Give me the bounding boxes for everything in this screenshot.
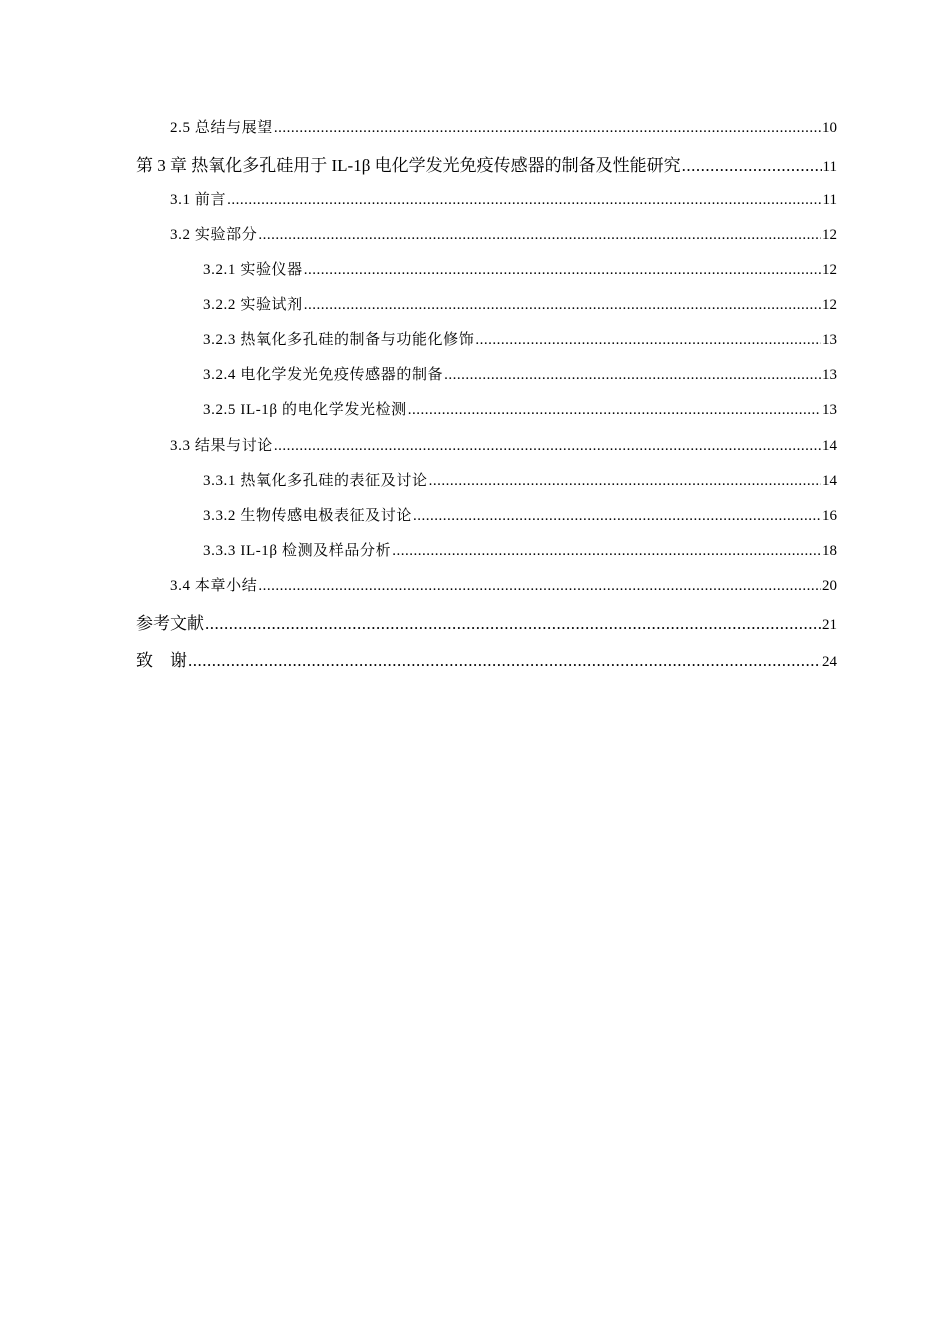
toc-entry-label: 第 3 章 热氧化多孔硅用于 IL-1β 电化学发光免疫传感器的制备及性能研究: [136, 156, 681, 175]
toc-entry-chapter-3[interactable]: [136, 151, 837, 176]
toc-entry-page: 14: [822, 438, 837, 454]
dot-leader: [258, 579, 821, 594]
toc-entry-acknowledgements[interactable]: [136, 646, 837, 671]
toc-entry-label: 3.1 前言: [170, 192, 227, 208]
toc-entry-label: 3.3 结果与讨论: [170, 438, 273, 454]
toc-entry-page: 21: [822, 617, 837, 633]
toc-entry-label: 2.5 总结与展望: [170, 120, 273, 136]
dot-leader: [392, 544, 821, 559]
dot-leader: [444, 368, 821, 383]
toc-entry-label: 3.2.3 热氧化多孔硅的制备与功能化修饰: [203, 332, 475, 348]
toc-entry-3-2[interactable]: [170, 223, 837, 244]
toc-entry-page: 13: [822, 402, 837, 418]
toc-entry-page: 24: [822, 654, 837, 670]
dot-leader: [227, 193, 821, 208]
toc-entry-page: 10: [822, 120, 837, 136]
toc-entry-label: 3.4 本章小结: [170, 578, 258, 594]
dot-leader: [304, 263, 821, 278]
toc-entry-label: 3.2.1 实验仪器: [203, 262, 303, 278]
dot-leader: [258, 228, 821, 243]
toc-entry-label: 3.2.5 IL-1β 的电化学发光检测: [203, 402, 407, 418]
toc-entry-3-3-1[interactable]: [203, 469, 837, 490]
toc-entry-3-1[interactable]: [170, 188, 837, 209]
toc-entry-page: 14: [822, 473, 837, 489]
toc-entry-label: 3.3.1 热氧化多孔硅的表征及讨论: [203, 473, 428, 489]
toc-entry-3-3[interactable]: [170, 434, 837, 455]
toc-entry-page: 13: [822, 367, 837, 383]
toc-entry-label: 3.2.2 实验试剂: [203, 297, 303, 313]
toc-entry-label: 参考文献: [136, 614, 204, 633]
toc-entry-3-2-3[interactable]: [203, 328, 837, 349]
toc-entry-label: 3.3.2 生物传感电极表征及讨论: [203, 508, 412, 524]
toc-entry-label: 3.2 实验部分: [170, 227, 258, 243]
toc-entry-label: 3.3.3 IL-1β 检测及样品分析: [203, 543, 392, 559]
toc-entry-label: 致 谢: [136, 651, 187, 670]
dot-leader: [429, 474, 821, 489]
toc-entry-3-4[interactable]: [170, 574, 837, 595]
toc-entry-3-2-5[interactable]: [203, 398, 837, 419]
toc-entry-page: 12: [822, 297, 837, 313]
toc-entry-page: 16: [822, 508, 837, 524]
toc-entry-3-3-2[interactable]: [203, 504, 837, 525]
dot-leader: [413, 509, 821, 524]
toc-entry-page: 12: [822, 227, 837, 243]
toc-entry-page: 11: [822, 159, 837, 175]
toc-entry-3-2-1[interactable]: [203, 258, 837, 279]
toc-entry-3-2-4[interactable]: [203, 363, 837, 384]
toc-entry-page: 18: [822, 543, 837, 559]
dot-leader: [408, 403, 821, 418]
dot-leader: [274, 121, 821, 136]
dot-leader: [475, 333, 821, 348]
dot-leader: [188, 652, 821, 669]
dot-leader: [274, 439, 821, 454]
toc-entry-label: 3.2.4 电化学发光免疫传感器的制备: [203, 367, 444, 383]
dot-leader: [682, 157, 822, 174]
dot-leader: [205, 615, 821, 632]
toc-entry-references[interactable]: [136, 609, 837, 634]
toc-entry-page: 20: [822, 578, 837, 594]
toc-entry-3-3-3[interactable]: [203, 539, 837, 560]
toc-entry-3-2-2[interactable]: [203, 293, 837, 314]
toc-entry-page: 11: [822, 192, 837, 208]
toc-entry-2-5[interactable]: [170, 116, 837, 137]
toc-entry-page: 13: [822, 332, 837, 348]
dot-leader: [304, 298, 821, 313]
toc-entry-page: 12: [822, 262, 837, 278]
